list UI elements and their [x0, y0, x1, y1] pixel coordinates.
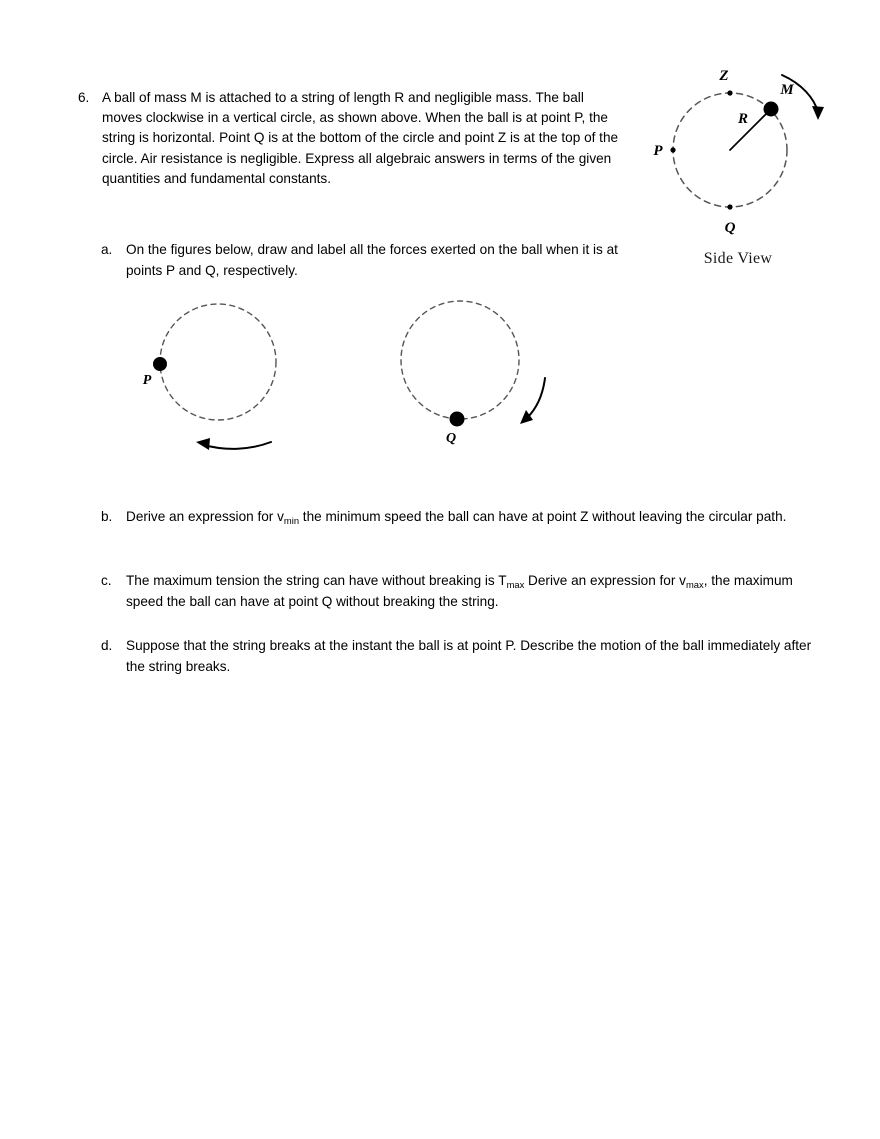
answer-figure-p-svg [128, 284, 358, 464]
part-a [101, 240, 626, 281]
direction-arrow-head-p [196, 438, 210, 450]
part-b-subscript: min [283, 515, 300, 526]
point-p-dot [670, 147, 675, 152]
part-c-text-3: , the maximum speed the ball can have at point Q without breaking the string. [126, 573, 793, 609]
answer-figure-q [393, 284, 583, 464]
part-b-text-after: the minimum speed the ball can have at point Z without leaving the circular path. [299, 509, 787, 524]
part-c-letter: c. [101, 573, 112, 588]
part-b-letter: b. [101, 509, 113, 524]
answer-figure-q-svg [393, 284, 583, 464]
part-c-text-2: Derive an expression for v [524, 573, 686, 588]
part-b [101, 507, 826, 528]
direction-arrow-q [527, 378, 545, 418]
part-c-text-1: The maximum tension the string can have without breaking is T [126, 573, 507, 588]
part-d-text: Suppose that the string breaks at the instant the ball is at point P. Describe the motion of the ball immediately after the string breaks. [126, 638, 812, 674]
label-q: Q [724, 220, 736, 236]
ball-marker-p [153, 357, 167, 371]
problem-number: 6. [78, 90, 90, 105]
label-p: P [653, 143, 663, 159]
part-c-subscript-1: max [506, 579, 525, 590]
point-z-dot [727, 90, 732, 95]
part-d [101, 636, 826, 677]
label-m: M [780, 82, 794, 98]
part-a-text: On the figures below, draw and label all the forces exerted on the ball when it is at points P and Q, respectively. [126, 242, 618, 278]
answer-figure-p [128, 284, 358, 464]
label-r: R [737, 111, 749, 127]
ball-marker [764, 102, 779, 117]
part-d-letter: d. [101, 638, 113, 653]
side-view-figure [642, 50, 834, 288]
label-q: Q [445, 431, 457, 446]
part-c-text [126, 571, 826, 612]
radius-line [730, 110, 770, 150]
direction-arrow-p [204, 442, 271, 449]
part-c [101, 571, 826, 612]
circle-path-p [160, 304, 276, 420]
label-z: Z [719, 68, 729, 84]
problem-stem-text: A ball of mass M is attached to a string of length R and negligible mass. The ball moves clockwise in a vertical circle, as shown above. When the ball is at point P, the string is horizontal. Point Q is at the bottom of the circle and point Z is at the top of the circle. Air resistance is negligible. Express all algebraic answers in terms of the given quantities and fundamental constants. [102, 90, 619, 186]
part-b-text-before: Derive an expression for v [126, 509, 284, 524]
ball-marker-q [450, 412, 465, 427]
problem-stem-row [78, 88, 623, 189]
point-q-dot [727, 204, 732, 209]
side-view-svg [642, 50, 834, 250]
circle-path-q [401, 301, 519, 419]
problem-statement [78, 88, 623, 189]
part-c-subscript-2: max [685, 579, 704, 590]
part-a-letter: a. [101, 242, 113, 257]
side-view-caption: Side View [703, 250, 773, 267]
part-b-text [126, 507, 826, 528]
label-p: P [142, 373, 152, 388]
direction-arrow-head [812, 106, 824, 120]
